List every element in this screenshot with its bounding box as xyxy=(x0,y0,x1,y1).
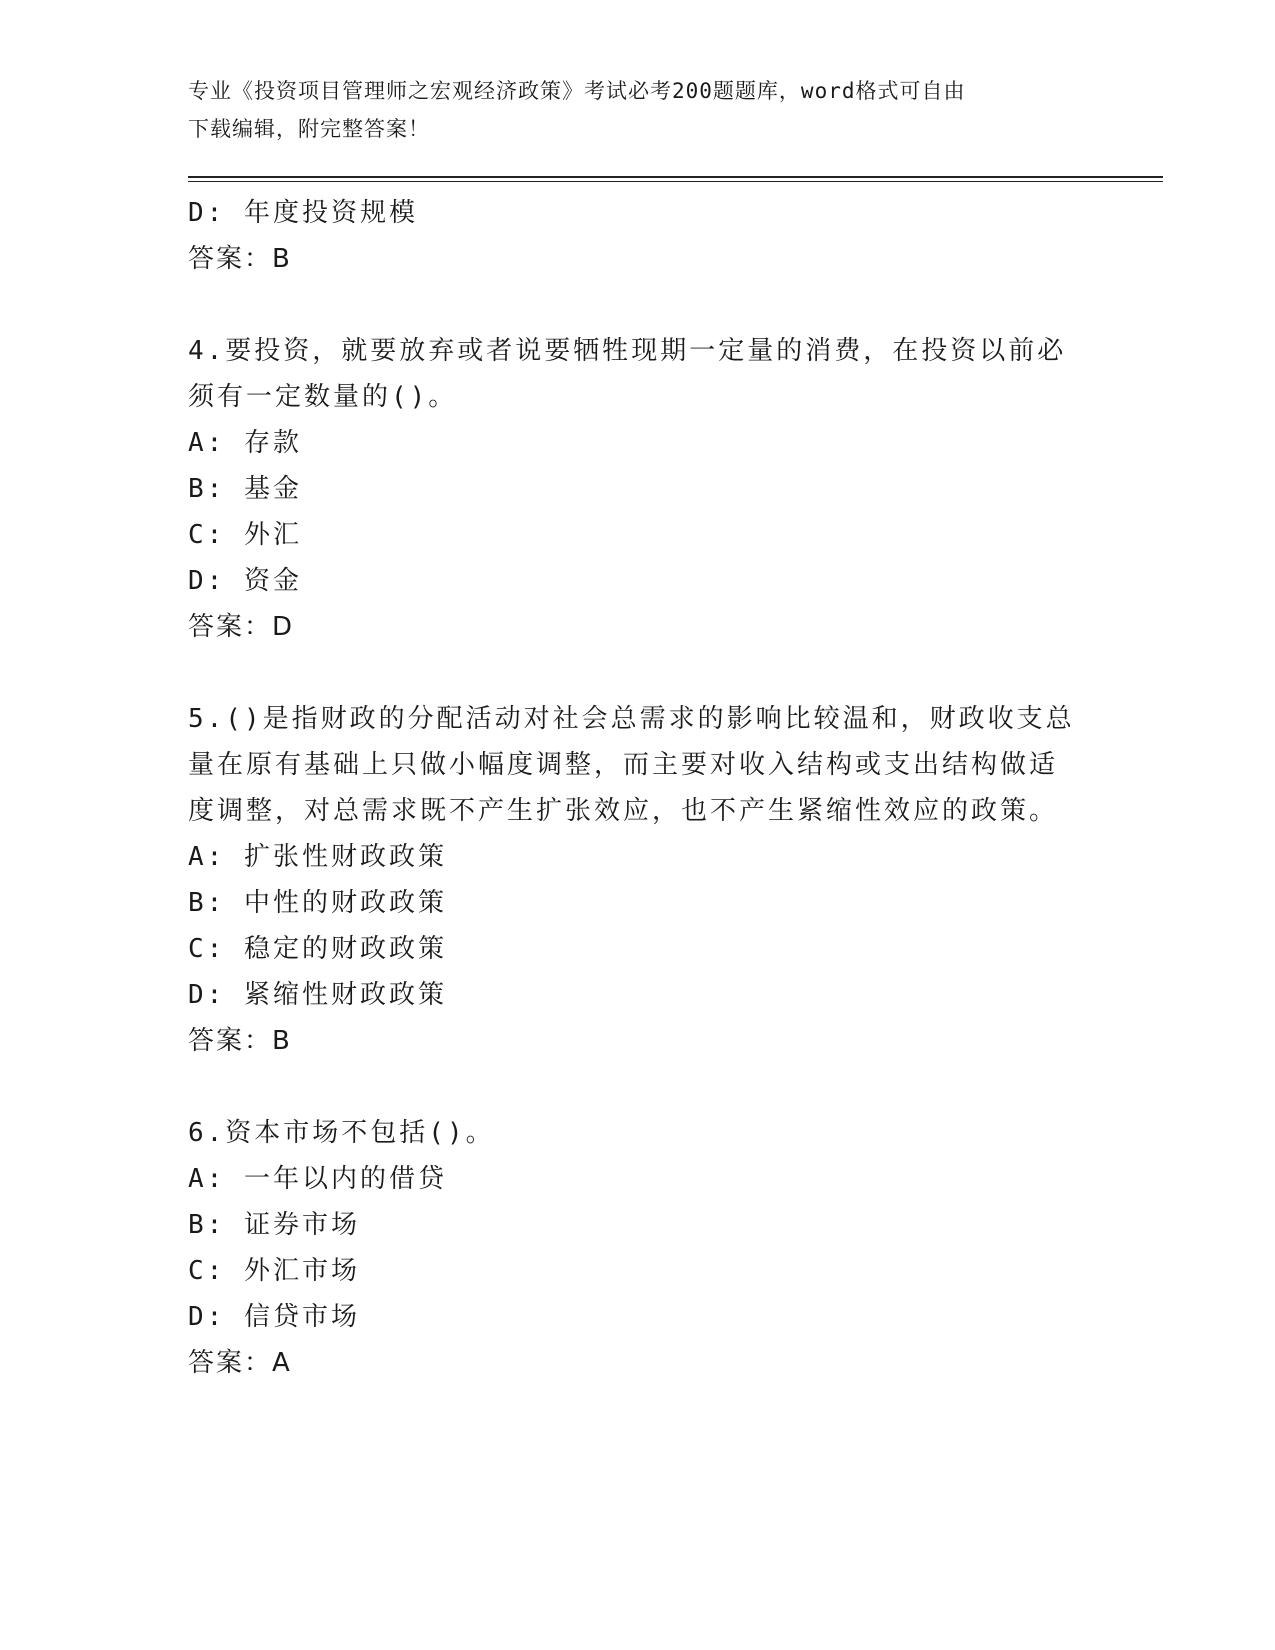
question-text-line: 5.()是指财政的分配活动对社会总需求的影响比较温和，财政收支总 xyxy=(188,704,1075,734)
header-line-1: 专业《投资项目管理师之宏观经济政策》考试必考200题题库，word格式可自由 xyxy=(188,79,966,103)
spacer xyxy=(188,1064,1088,1110)
option-b: B: 中性的财政政策 xyxy=(188,888,447,918)
question-5 xyxy=(188,696,1088,1064)
option-a: A: 扩张性财政政策 xyxy=(188,842,447,872)
option-b: B: 证券市场 xyxy=(188,1210,360,1240)
option-d: D: 年度投资规模 xyxy=(188,198,418,228)
option-c: C: 外汇 xyxy=(188,520,302,550)
option-c: C: 稳定的财政政策 xyxy=(188,934,447,964)
question-6 xyxy=(188,1110,1088,1386)
document-body xyxy=(188,190,1088,1386)
option-a: A: 一年以内的借贷 xyxy=(188,1164,447,1194)
option-b: B: 基金 xyxy=(188,474,302,504)
spacer xyxy=(188,650,1088,696)
question-text-line: 度调整，对总需求既不产生扩张效应，也不产生紧缩性效应的政策。 xyxy=(188,796,1059,826)
page-header xyxy=(188,72,1078,148)
answer-line: 答案：B xyxy=(188,244,292,274)
header-divider-thin xyxy=(188,181,1163,182)
option-d: D: 信贷市场 xyxy=(188,1302,360,1332)
spacer xyxy=(188,282,1088,328)
question-text-line: 6.资本市场不包括()。 xyxy=(188,1118,495,1148)
option-a: A: 存款 xyxy=(188,428,302,458)
question-text-line: 须有一定数量的()。 xyxy=(188,382,458,412)
answer-line: 答案：B xyxy=(188,1026,292,1056)
header-line-2: 下载编辑，附完整答案！ xyxy=(188,117,430,141)
option-d: D: 紧缩性财政政策 xyxy=(188,980,447,1010)
option-c: C: 外汇市场 xyxy=(188,1256,360,1286)
header-divider-thick xyxy=(188,176,1163,178)
answer-line: 答案：A xyxy=(188,1348,292,1378)
question-text-line: 量在原有基础上只做小幅度调整，而主要对收入结构或支出结构做适 xyxy=(188,750,1059,780)
option-d: D: 资金 xyxy=(188,566,302,596)
question-4 xyxy=(188,328,1088,650)
question-text-line: 4.要投资，就要放弃或者说要牺牲现期一定量的消费，在投资以前必 xyxy=(188,336,1067,366)
answer-line: 答案：D xyxy=(188,612,295,642)
